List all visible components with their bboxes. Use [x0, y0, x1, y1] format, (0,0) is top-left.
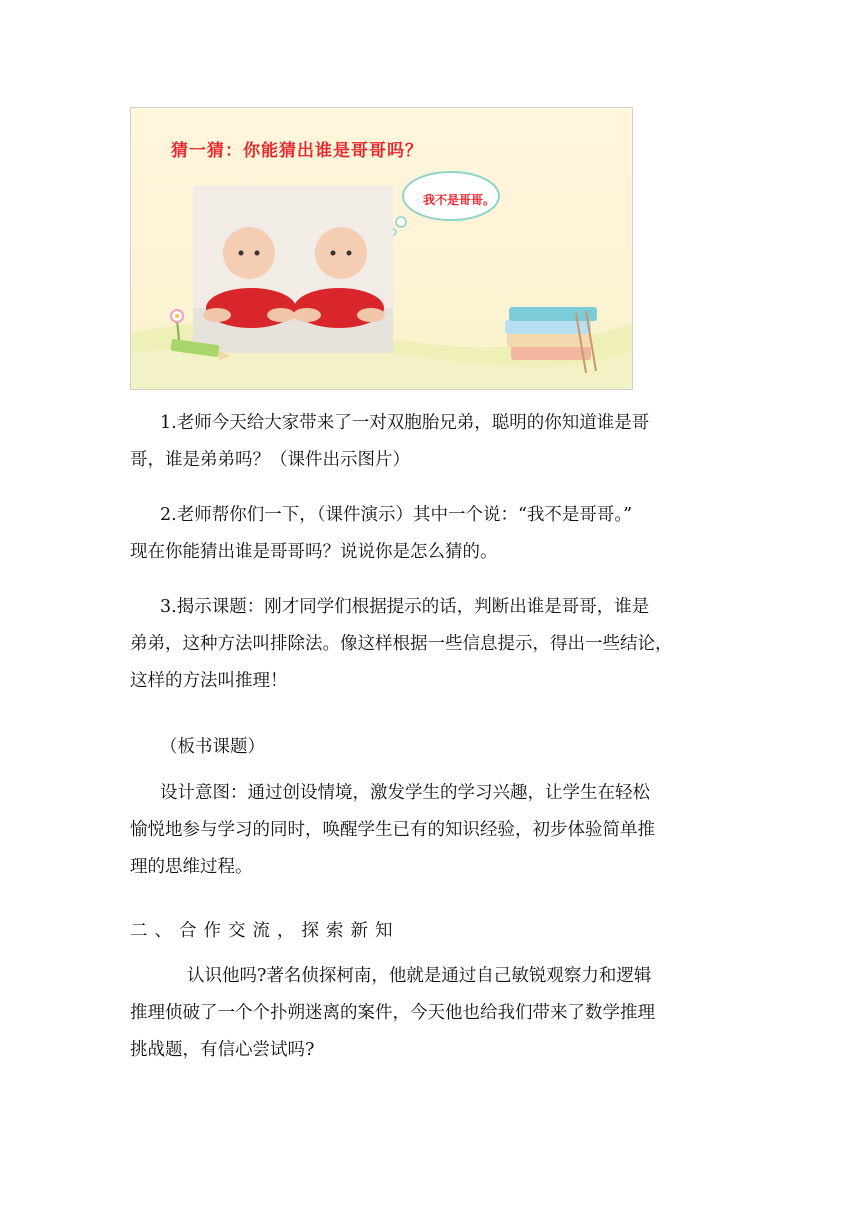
- text-line: （板书课题）: [160, 737, 265, 757]
- text-line: 1.老师今天给大家带来了一对双胞胎兄弟，聪明的你知道谁是哥: [160, 413, 650, 433]
- paragraph-3: [130, 589, 733, 700]
- text-line: 推理侦破了一个个扑朔迷离的案件，今天他也给我们带来了数学推理: [130, 1003, 655, 1023]
- paragraph-1: [130, 405, 733, 479]
- section-heading: 二、合作交流，探索新知: [130, 921, 400, 941]
- text-line: 理的思维过程。: [130, 857, 253, 877]
- paragraph-4: [130, 729, 733, 766]
- paragraph-2: [130, 497, 733, 571]
- text-line: 愉悦地参与学习的同时，唤醒学生已有的知识经验，初步体验简单推: [130, 820, 655, 840]
- paragraph-5: [130, 775, 733, 886]
- paragraph-6: [130, 958, 733, 1069]
- text-line: 挑战题，有信心尝试吗?: [130, 1040, 315, 1060]
- text-line: 3.揭示课题：刚才同学们根据提示的话，判断出谁是哥哥，谁是: [160, 597, 650, 617]
- text-line: 现在你能猜出谁是哥哥吗？说说你是怎么猜的。: [130, 542, 498, 562]
- text-line: 认识他吗?著名侦探柯南，他就是通过自己敏锐观察力和逻辑: [187, 966, 652, 986]
- text-line: 设计意图：通过创设情境，激发学生的学习兴趣，让学生在轻松: [160, 783, 650, 803]
- slide-image: [130, 107, 633, 390]
- text-line: 哥，谁是弟弟吗？（课件出示图片）: [130, 450, 410, 470]
- twins-photo: [193, 186, 393, 353]
- slide-title: 猜一猜：你能猜出谁是哥哥吗？: [171, 141, 423, 161]
- text-line: 这样的方法叫推理！: [130, 671, 288, 691]
- text-line: 弟弟，这种方法叫排除法。像这样根据一些信息提示，得出一些结论，: [130, 634, 673, 654]
- text-line: 2.老师帮你们一下，（课件演示）其中一个说：“我不是哥哥。”: [160, 505, 633, 525]
- bubble-text: 我不是哥哥。: [423, 193, 496, 207]
